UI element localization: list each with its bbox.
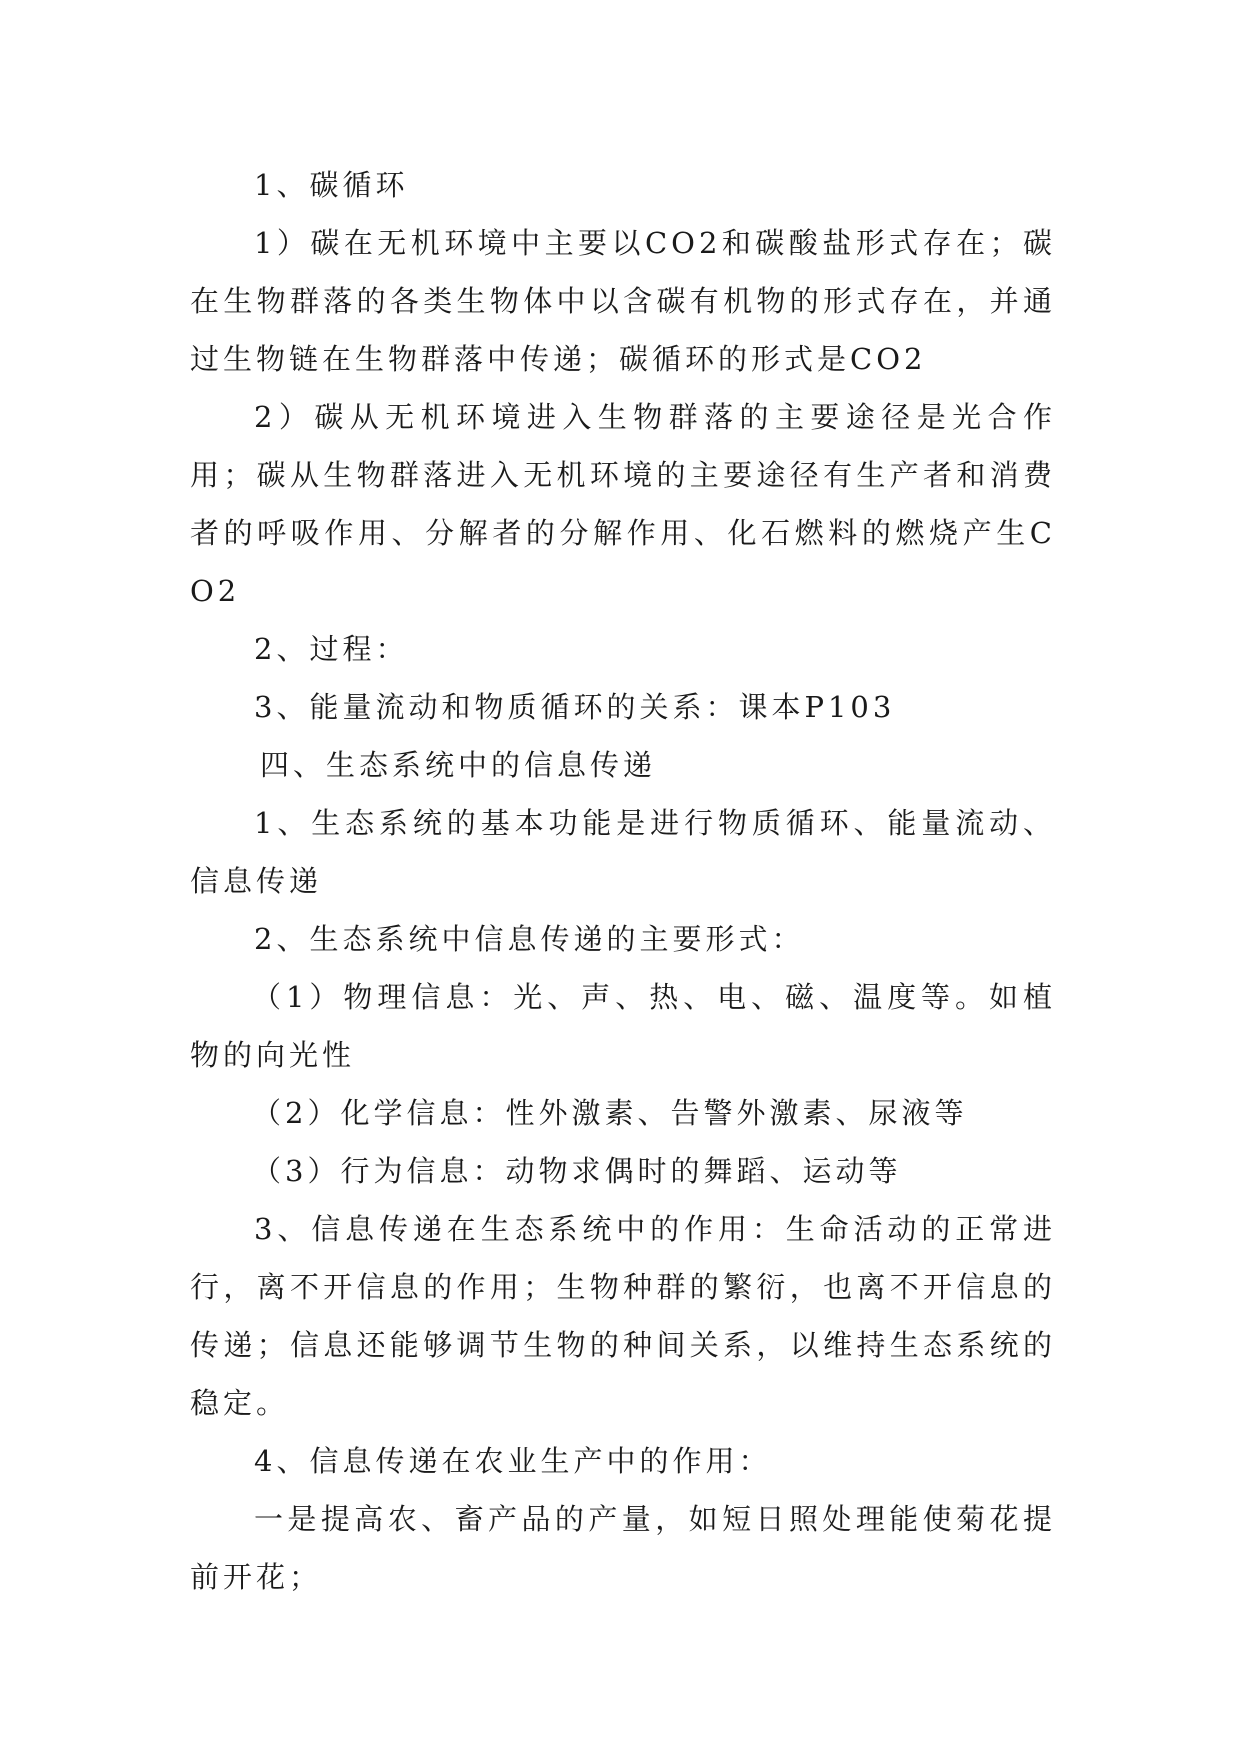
- paragraph-information-role: 3、信息传递在生态系统中的作用：生命活动的正常进行，离不开信息的作用；生物种群的繁衍，也离不开信息的传递；信息还能够调节生物的种间关系，以维持生态系统的稳定。: [190, 1212, 1056, 1420]
- paragraph-information-forms: 2、生态系统中信息传递的主要形式：: [254, 922, 805, 956]
- paragraph-energy-matter-relation: 3、能量流动和物质循环的关系：课本P103: [254, 690, 896, 724]
- paragraph-physical-information: （1）物理信息：光、声、热、电、磁、温度等。如植物的向光性: [190, 980, 1056, 1072]
- document-body: [190, 156, 1056, 1606]
- section-heading-information-transfer: 四、生态系统中的信息传递: [260, 748, 657, 782]
- paragraph-yield-example: 一是提高农、畜产品的产量，如短日照处理能使菊花提前开花；: [190, 1502, 1056, 1594]
- paragraph-carbon-pathways: 2）碳从无机环境进入生物群落的主要途径是光合作用；碳从生物群落进入无机环境的主要途径有生产者和消费者的呼吸作用、分解者的分解作用、化石燃料的燃烧产生CO2: [190, 400, 1056, 608]
- paragraph-carbon-forms: 1）碳在无机环境中主要以CO2和碳酸盐形式存在；碳在生物群落的各类生物体中以含碳有机物的形式存在，并通过生物链在生物群落中传递；碳循环的形式是CO2: [190, 226, 1056, 376]
- paragraph-behavioral-information: （3）行为信息：动物求偶时的舞蹈、运动等: [252, 1154, 902, 1188]
- paragraph-chemical-information: （2）化学信息：性外激素、告警外激素、尿液等: [252, 1096, 968, 1130]
- paragraph-basic-functions: 1、生态系统的基本功能是进行物质循环、能量流动、信息传递: [190, 806, 1056, 898]
- paragraph-carbon-cycle-heading: 1、碳循环: [254, 168, 409, 202]
- paragraph-process: 2、过程：: [254, 632, 409, 666]
- paragraph-agriculture-role: 4、信息传递在农业生产中的作用：: [254, 1444, 772, 1478]
